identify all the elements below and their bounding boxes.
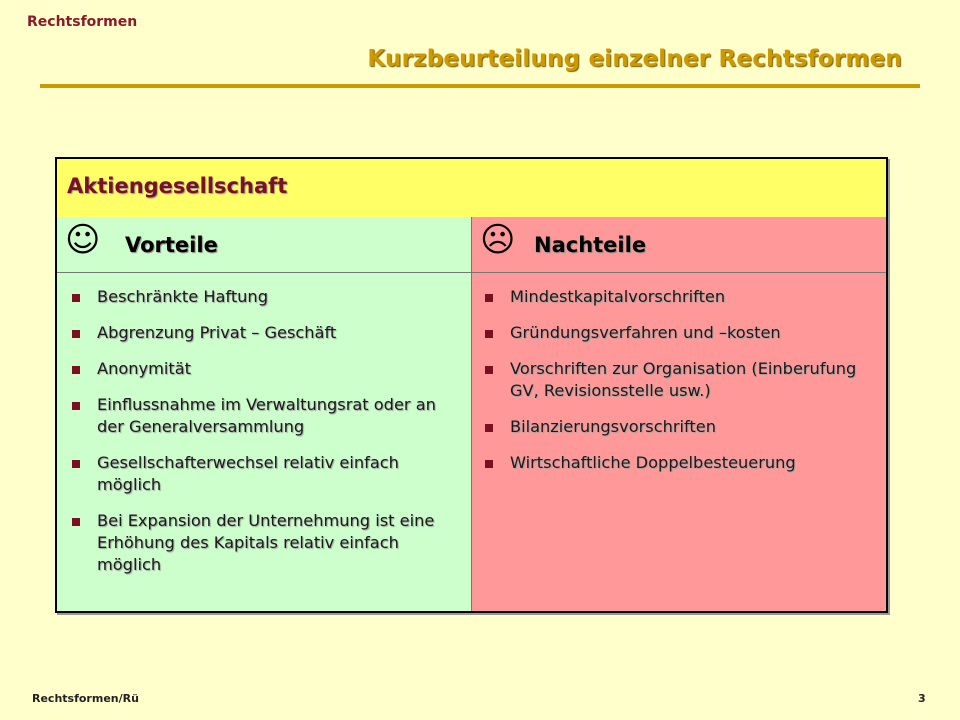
square-bullet-icon <box>485 418 494 427</box>
square-bullet-icon <box>72 360 81 369</box>
list-item-text: Bei Expansion der Unternehmung ist eine Erhöhung des Kapitals relativ einfach möglich <box>97 511 435 574</box>
list-item <box>69 452 459 496</box>
list-item-text: Abgrenzung Privat – Geschäft <box>97 323 337 342</box>
comparison-table <box>55 157 888 613</box>
list-item-text: Gründungsverfahren und –kosten <box>510 323 781 342</box>
cons-list <box>482 286 882 488</box>
list-item <box>69 510 459 576</box>
square-bullet-icon <box>72 512 81 521</box>
list-item-text: Anonymität <box>97 359 191 378</box>
cons-header <box>472 217 886 273</box>
pros-list <box>69 286 459 590</box>
smiley-sad-icon: ☹ <box>480 220 516 260</box>
list-item-text: Gesellschafterwechsel relativ einfach möglich <box>97 453 399 494</box>
slide-title: Kurzbeurteilung einzelner Rechtsformen <box>367 46 902 72</box>
list-item <box>482 416 882 438</box>
square-bullet-icon <box>485 324 494 333</box>
square-bullet-icon <box>485 288 494 297</box>
list-item <box>482 286 882 308</box>
square-bullet-icon <box>72 324 81 333</box>
list-item <box>69 394 459 438</box>
list-item <box>69 286 459 308</box>
list-item-text: Bilanzierungsvorschriften <box>510 417 716 436</box>
cons-label: Nachteile <box>534 233 647 257</box>
section-label: Rechtsformen <box>27 14 138 30</box>
list-item <box>482 452 882 474</box>
list-item-text: Wirtschaftliche Doppelbesteuerung <box>510 453 796 472</box>
list-item-text: Mindestkapitalvorschriften <box>510 287 726 306</box>
square-bullet-icon <box>485 360 494 369</box>
pros-label: Vorteile <box>125 233 218 257</box>
table-heading: Aktiengesellschaft <box>67 174 288 198</box>
list-item <box>69 358 459 380</box>
pros-header <box>57 217 471 273</box>
cons-column <box>472 217 886 611</box>
table-heading-row <box>57 159 886 218</box>
square-bullet-icon <box>72 288 81 297</box>
page-number: 3 <box>918 692 926 705</box>
list-item <box>482 358 882 402</box>
list-item-text: Einflussnahme im Verwaltungsrat oder an der Generalversammlung <box>97 395 436 436</box>
square-bullet-icon <box>72 454 81 463</box>
footer-source: Rechtsformen/Rü <box>32 692 139 705</box>
list-item <box>482 322 882 344</box>
pros-column <box>57 217 472 611</box>
square-bullet-icon <box>485 454 494 463</box>
list-item-text: Beschränkte Haftung <box>97 287 268 306</box>
list-item <box>69 322 459 344</box>
list-item-text: Vorschriften zur Organisation (Einberufung GV, Revisionsstelle usw.) <box>510 359 857 400</box>
square-bullet-icon <box>72 396 81 405</box>
smiley-happy-icon: ☺ <box>65 220 101 260</box>
title-divider <box>40 84 920 88</box>
